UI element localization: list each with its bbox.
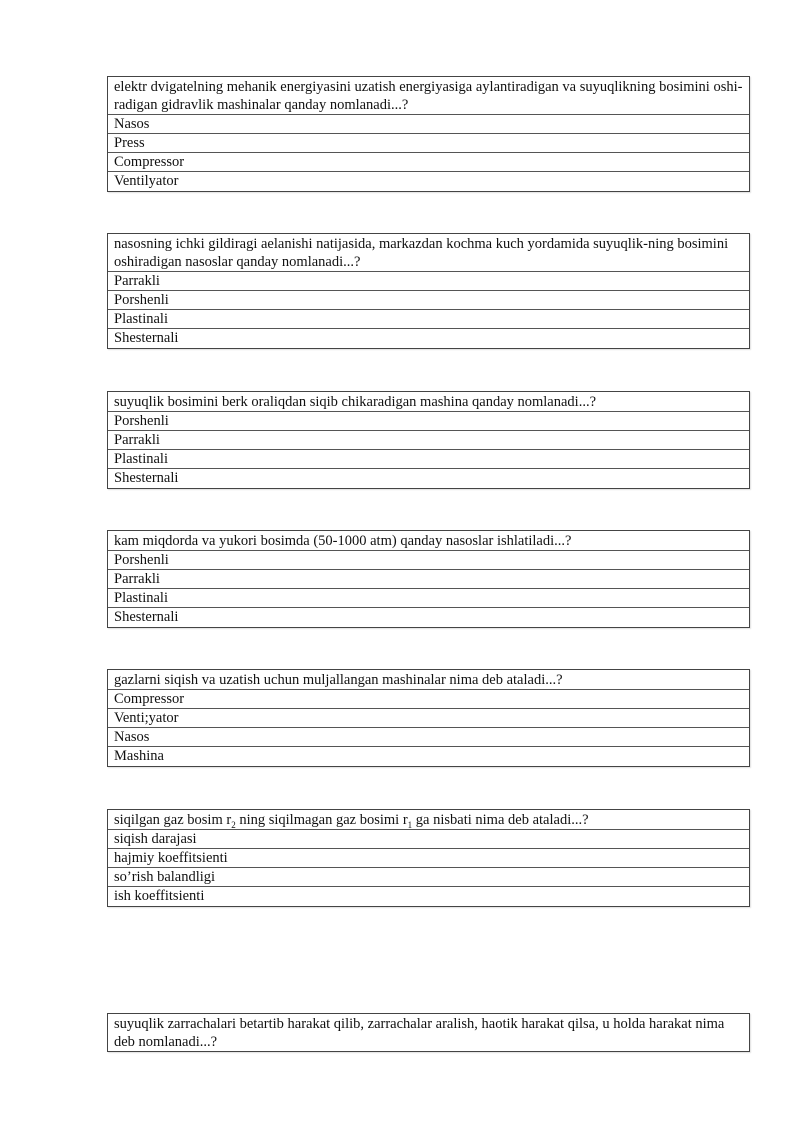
- answer-option: Parrakli: [108, 272, 749, 291]
- question-text-part: ning siqilmagan gaz bosimi r: [235, 812, 408, 828]
- question-table-7: [107, 1013, 750, 1052]
- answer-option: ish koeffitsienti: [114, 888, 205, 904]
- answer-option: Porshenli: [108, 291, 749, 310]
- answer-option: Shesternali: [114, 330, 179, 346]
- subscript: 2: [231, 819, 236, 830]
- question-table-5: [107, 669, 750, 767]
- answer-option: Compressor: [108, 153, 749, 172]
- answer-option: Plastinali: [108, 450, 749, 469]
- answer-option: Porshenli: [108, 551, 749, 570]
- subscript: 1: [407, 819, 413, 830]
- answer-option: Parrakli: [108, 431, 749, 450]
- question-table-6: [107, 809, 750, 907]
- answer-option: Parrakli: [108, 570, 749, 589]
- question-table-1: [107, 76, 750, 192]
- answer-option: Shesternali: [114, 470, 179, 486]
- question-text-part: ga nisbati nima deb ataladi...?: [412, 812, 589, 828]
- answer-option: Nasos: [108, 115, 749, 134]
- question-text: elektr dvigatelning mehanik energiyasini uzatish energiyasiga aylantiradigan va suyuqlikning bosimini oshi-radigan gidravlik mashinalar qanday nomlanadi...?: [108, 77, 749, 115]
- answer-option: so’rish balandligi: [108, 868, 749, 887]
- answer-option: Press: [108, 134, 749, 153]
- question-table-3: [107, 391, 750, 489]
- answer-option: Compressor: [108, 690, 749, 709]
- question-text: kam miqdorda va yukori bosimda (50-1000 atm) qanday nasoslar ishlatiladi...?: [108, 531, 749, 551]
- question-text: suyuqlik zarrachalari betartib harakat qilib, zarrachalar aralish, haotik harakat qilsa, u holda harakat nima deb nomlanadi...?: [114, 1016, 725, 1050]
- question-text-part: siqilgan gaz bosim r: [114, 812, 232, 828]
- question-table-2: [107, 233, 750, 349]
- question-text: gazlarni siqish va uzatish uchun muljallangan mashinalar nima deb ataladi...?: [108, 670, 749, 690]
- answer-option: Mashina: [114, 748, 164, 764]
- question-table-4: [107, 530, 750, 628]
- answer-option: siqish darajasi: [108, 830, 749, 849]
- answer-option: hajmiy koeffitsienti: [108, 849, 749, 868]
- answer-option: Plastinali: [108, 310, 749, 329]
- question-text: [108, 810, 749, 830]
- answer-option: Porshenli: [108, 412, 749, 431]
- question-text: nasosning ichki gildiragi aelanishi natijasida, markazdan kochma kuch yordamida suyuqlik-ning bosimini oshiradigan nasoslar qanday nomlanadi...?: [108, 234, 749, 272]
- answer-option: Ventilyator: [114, 173, 179, 189]
- question-text: suyuqlik bosimini berk oraliqdan siqib chikaradigan mashina qanday nomlanadi...?: [108, 392, 749, 412]
- answer-option: Shesternali: [114, 609, 179, 625]
- answer-option: Nasos: [108, 728, 749, 747]
- answer-option: Venti;yator: [108, 709, 749, 728]
- answer-option: Plastinali: [108, 589, 749, 608]
